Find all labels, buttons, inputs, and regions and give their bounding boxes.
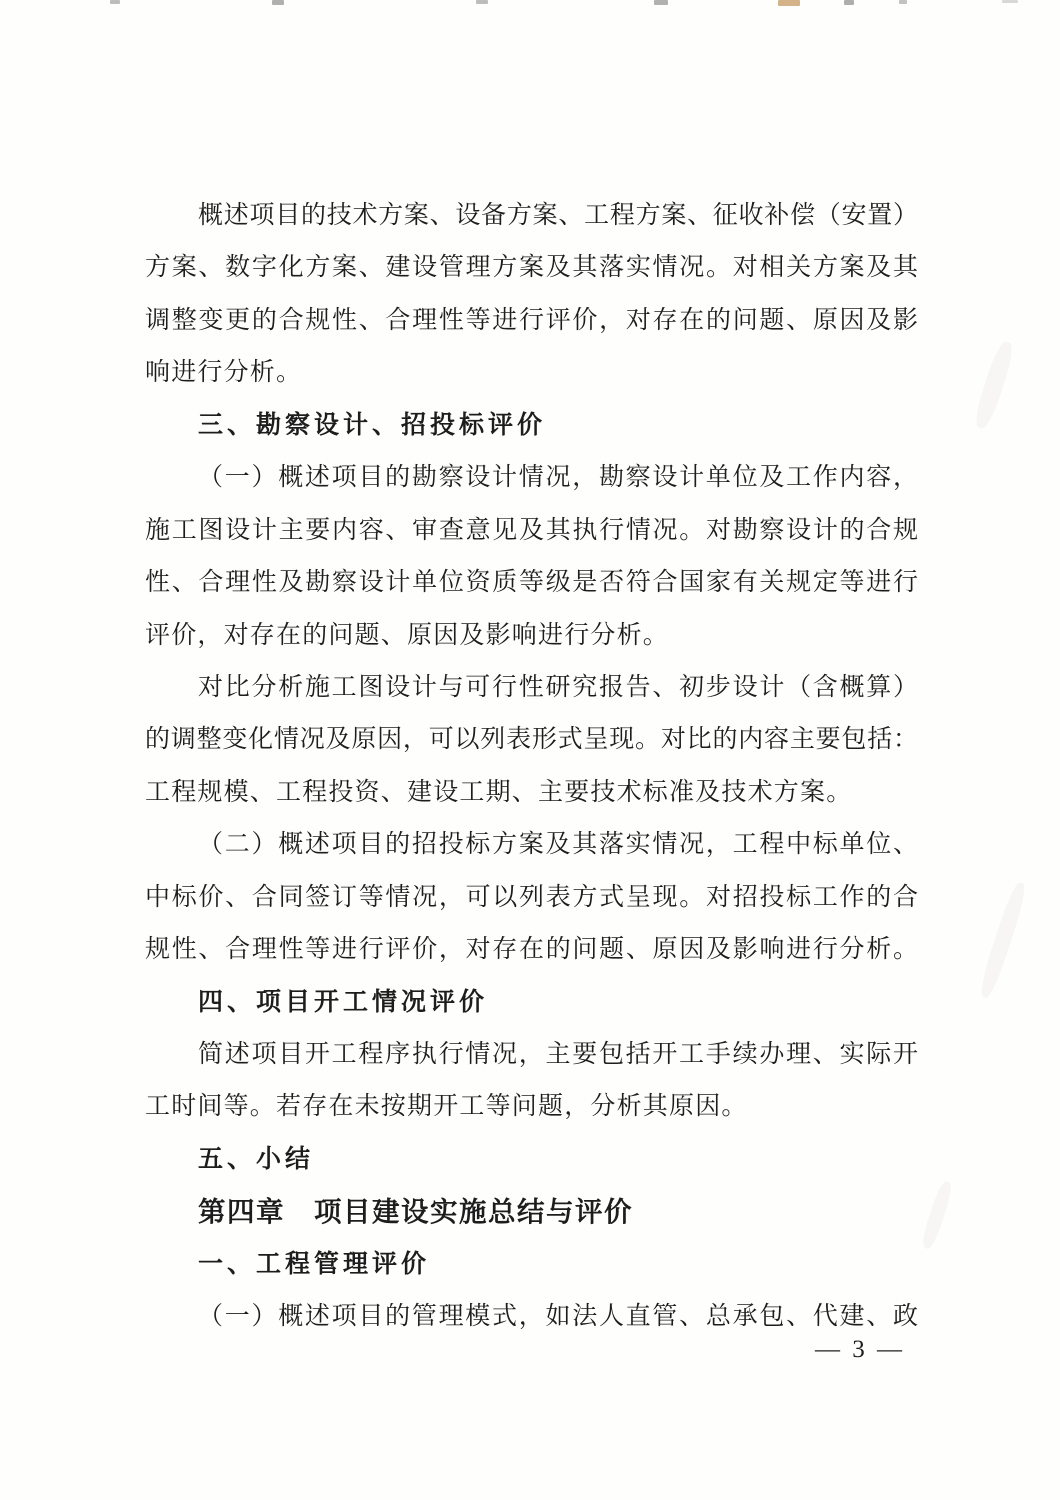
paragraph-line: 评价，对存在的问题、原因及影响进行分析。 [145,621,670,649]
page-number: — 3 — [815,1336,905,1363]
scan-artifact [899,0,907,4]
scan-artifact [654,0,668,5]
document-body [145,190,918,1344]
scan-artifact [844,0,854,5]
paragraph-line: 调整变更的合规性、合理性等进行评价，对存在的问题、原因及影 [145,306,918,334]
chapter-heading: 第四章 项目建设实施总结与评价 [198,1196,633,1228]
paragraph-line: 方案、数字化方案、建设管理方案及其落实情况。对相关方案及其 [145,254,918,282]
paragraph-line: 性、合理性及勘察设计单位资质等级是否符合国家有关规定等进行 [145,569,918,597]
scan-artifact [972,339,1017,430]
paragraph-line: 施工图设计主要内容、审查意见及其执行情况。对勘察设计的合规 [145,516,918,544]
paragraph-line: （一）概述项目的管理模式，如法人直管、总承包、代建、政 [198,1303,918,1331]
paragraph-line: 的调整变化情况及原因，可以列表形式呈现。对比的内容主要包括： [145,726,918,754]
paragraph-line: （二）概述项目的招投标方案及其落实情况，工程中标单位、 [198,831,918,859]
paragraph-line: 简述项目开工程序执行情况，主要包括开工手续办理、实际开 [198,1041,918,1068]
paragraph-line: 中标价、合同签订等情况，可以列表方式呈现。对招投标工作的合 [145,883,918,911]
paragraph-line: （一）概述项目的勘察设计情况，勘察设计单位及工作内容， [198,464,918,492]
section-heading-survey-design-bidding: 三、勘察设计、招投标评价 [198,411,547,439]
section-heading-project-commencement: 四、项目开工情况评价 [198,988,489,1016]
scan-artifact [920,1180,955,1251]
scan-artifact [778,0,800,6]
scan-artifact [476,0,488,4]
scan-artifact [1002,0,1018,3]
paragraph-line: 响进行分析。 [145,359,303,387]
paragraph-line: 工程规模、工程投资、建设工期、主要技术标准及技术方案。 [145,778,853,806]
scan-artifact [977,880,1029,999]
paragraph-line: 对比分析施工图设计与可行性研究报告、初步设计（含概算） [198,673,918,701]
scan-artifact [110,0,120,4]
section-heading-engineering-management: 一、工程管理评价 [198,1250,431,1278]
paragraph-line: 规性、合理性等进行评价，对存在的问题、原因及影响进行分析。 [145,936,918,964]
scan-artifact [272,0,284,5]
paragraph-line: 概述项目的技术方案、设备方案、工程方案、征收补偿（安置） [198,202,918,229]
paragraph-line: 工时间等。若存在未按期开工等问题，分析其原因。 [145,1093,748,1121]
section-heading-summary: 五、小结 [198,1145,315,1173]
